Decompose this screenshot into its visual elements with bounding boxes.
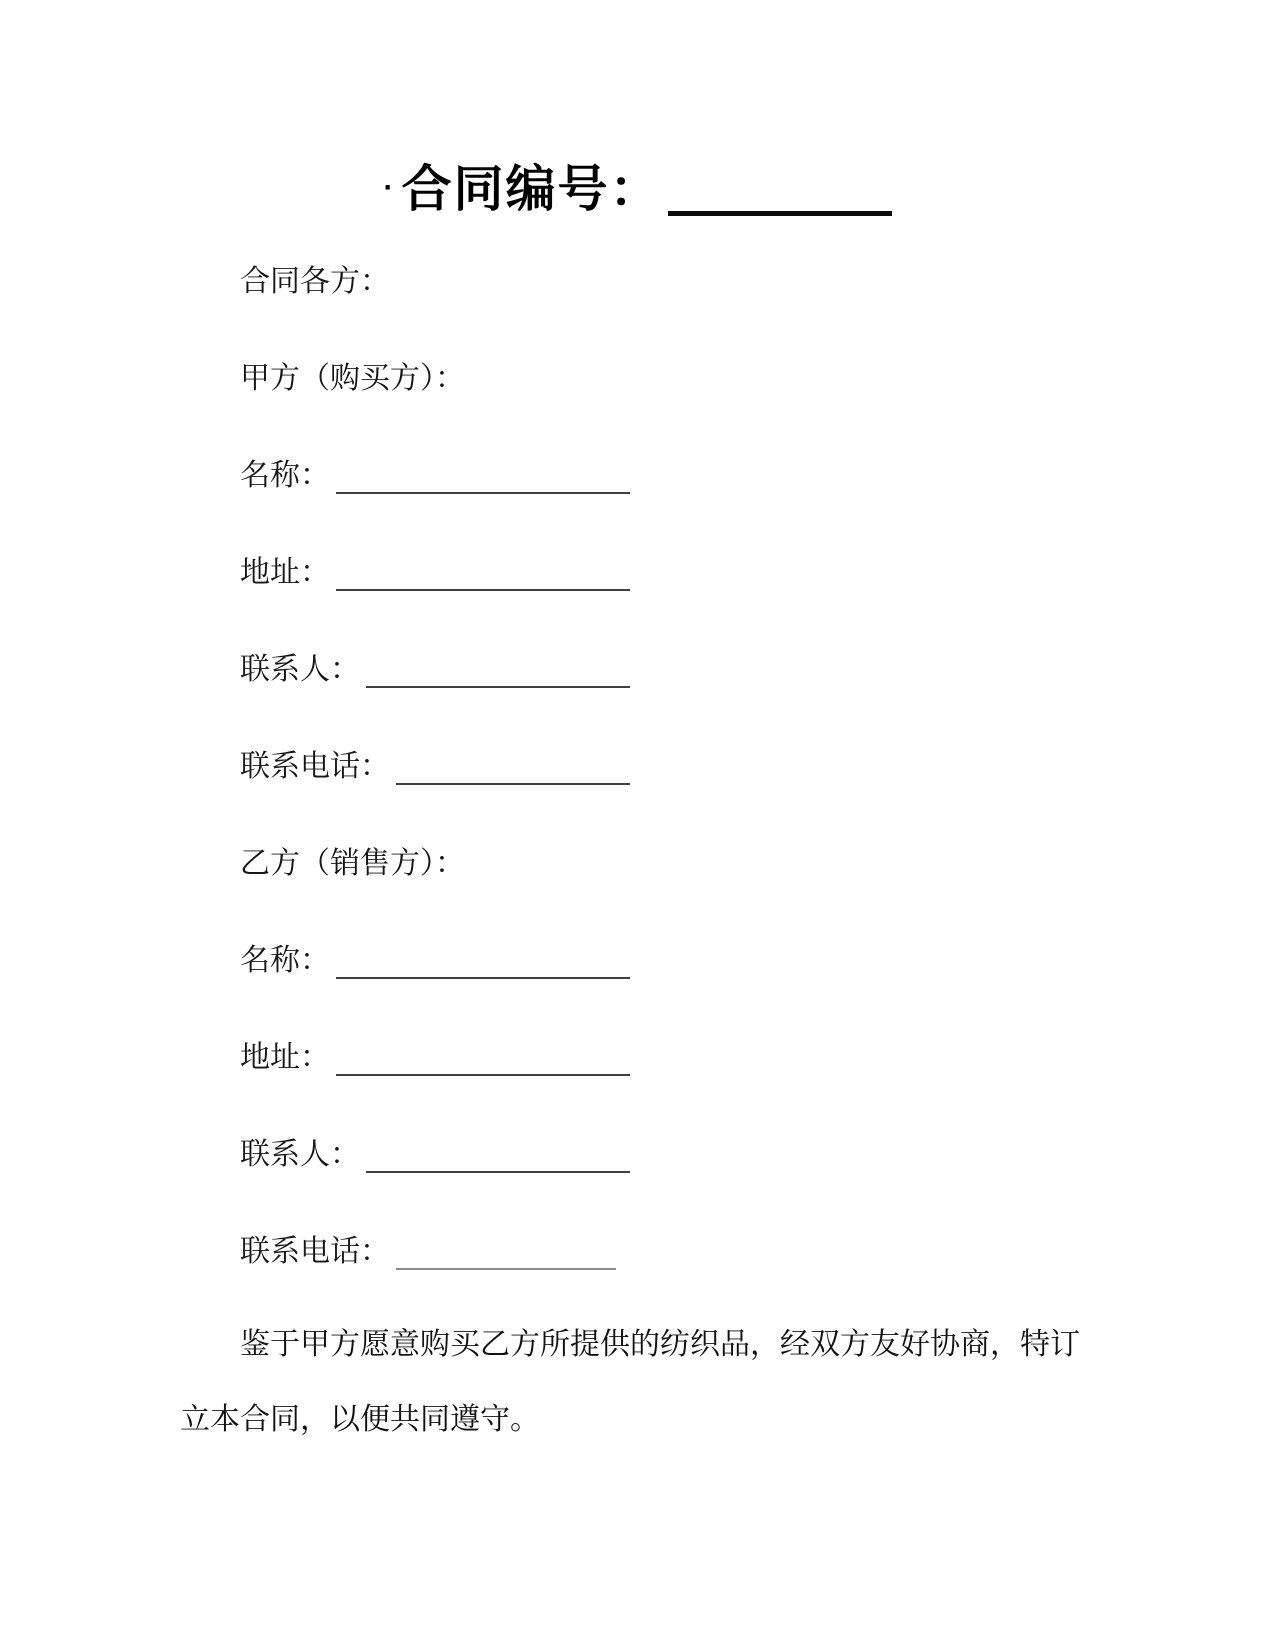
party-b-contact-blank-line (366, 1137, 630, 1173)
closing-paragraph-line-2: 立本合同，以便共同遵守。 (180, 1403, 540, 1436)
party-a-address-label: 地址： (240, 556, 330, 589)
party-b-address-blank-line (336, 1040, 630, 1076)
party-b-contact-row (240, 1137, 630, 1173)
party-b-phone-row (240, 1234, 630, 1270)
party-a-name-blank-line (336, 458, 630, 494)
party-a-name-label: 名称： (240, 459, 330, 492)
closing-paragraph-line-1: 鉴于甲方愿意购买乙方所提供的纺织品，经双方友好协商，特订 (240, 1328, 1080, 1361)
party-a-phone-label: 联系电话： (240, 750, 390, 783)
contract-number-title: 合同编号： (401, 161, 662, 217)
party-a-phone-row (240, 749, 630, 785)
party-b-name-label: 名称： (240, 944, 330, 977)
party-b-phone-label: 联系电话： (240, 1235, 390, 1268)
party-a-heading-label: 甲方（购买方）： (240, 362, 465, 395)
party-b-name-blank-line (336, 943, 630, 979)
party-a-address-row (240, 555, 630, 591)
party-b-heading-label: 乙方（销售方）： (240, 847, 465, 880)
party-b-contact-label: 联系人： (240, 1138, 360, 1171)
title-bullet-dot: · (383, 171, 394, 204)
party-a-name-row (240, 458, 630, 494)
party-a-contact-label: 联系人： (240, 653, 360, 686)
party-b-phone-blank-line (396, 1234, 616, 1270)
party-a-contact-blank-line (366, 652, 630, 688)
party-b-name-row (240, 943, 630, 979)
document-title (0, 158, 1275, 216)
party-b-address-label: 地址： (240, 1041, 330, 1074)
party-b-heading-row (240, 846, 465, 882)
party-a-phone-blank-line (396, 749, 630, 785)
party-a-address-blank-line (336, 555, 630, 591)
contract-number-blank-line (668, 163, 892, 216)
parties-header-label: 合同各方： (240, 265, 390, 298)
party-a-contact-row (240, 652, 630, 688)
party-a-heading-row (240, 361, 465, 397)
party-b-address-row (240, 1040, 630, 1076)
parties-header-row (240, 264, 390, 300)
